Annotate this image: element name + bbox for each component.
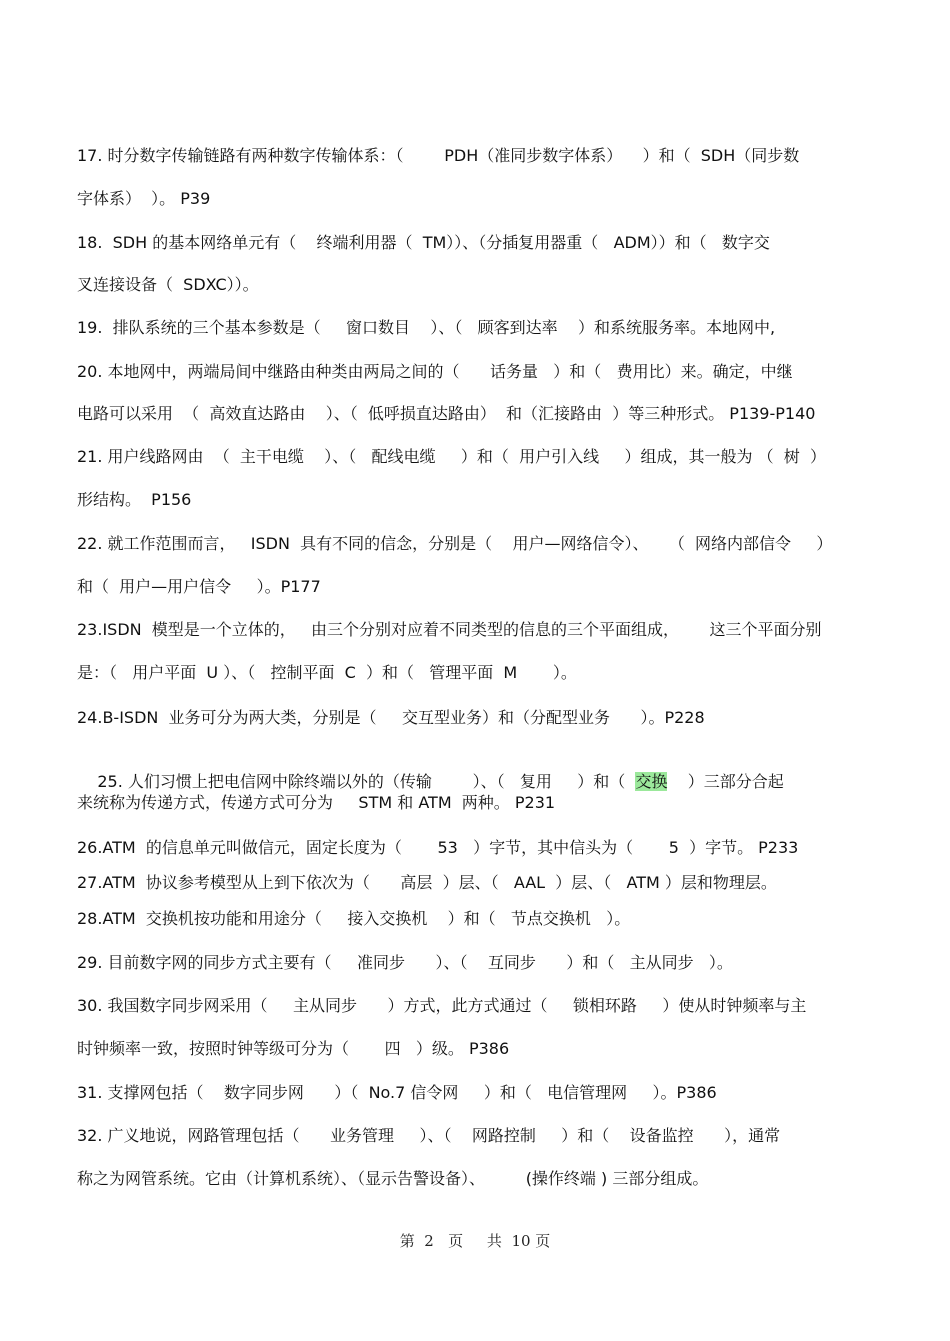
text-line-8: 21. 用户线路网由 （ 主干电缆 ）、（ 配线电缆 ）和（ 用户引入线 ）组成，其一般为 （ 树 ）	[77, 447, 826, 466]
page-footer: 第 2 页 共 10 页	[399, 1232, 551, 1250]
text-line-17: 26.ATM 的信息单元叫做信元，固定长度为（ 53 ）字节，其中信头为（ 5 ）字节。 P233	[77, 838, 799, 857]
text-line-22: 时钟频率一致，按照时钟等级可分为（ 四 ）级。 P386	[77, 1039, 510, 1058]
text-line-11: 和（ 用户—用户信令 ）。P177	[77, 577, 321, 596]
text-line-14: 24.B-ISDN 业务可分为两大类，分别是（ 交互型业务）和（分配型业务 ）。P228	[77, 708, 705, 727]
text-line-18: 27.ATM 协议参考模型从上到下依次为（ 高层 ）层、（ AAL ）层、（ ATM ）层和物理层。	[77, 873, 777, 892]
text-line-13: 是：（ 用户平面 U ）、（ 控制平面 C ）和（ 管理平面 M ）。	[77, 663, 577, 682]
text-line-9: 形结构。 P156	[77, 490, 192, 509]
text-line-23: 31. 支撑网包括（ 数字同步网 ）（ No.7 信令网 ）和（ 电信管理网 ）。P386	[77, 1083, 717, 1102]
text-line-6: 20. 本地网中，两端局间中继路由种类由两局之间的（ 话务量 ）和（ 费用比）来。确定，中继	[77, 362, 793, 381]
text-line-21: 30. 我国数字同步网采用（ 主从同步 ）方式，此方式通过（ 锁相环路 ）使从时钟频率与主	[77, 996, 807, 1015]
text-line-2: 字体系） ）。 P39	[77, 189, 211, 208]
text-line-7: 电路可以采用 （ 高效直达路由 ）、（ 低呼损直达路由） 和（汇接路由 ）等三种形式。 P139-P140	[77, 404, 816, 423]
text-line-10: 22. 就工作范围而言， ISDN 具有不同的信念，分别是（ 用户—网络信令）、 （ 网络内部信令 ）	[77, 534, 833, 553]
text-line-20: 29. 目前数字网的同步方式主要有（ 准同步 ）、（ 互同步 ）和（ 主从同步 ）。	[77, 953, 733, 972]
text-line-19: 28.ATM 交换机按功能和用途分（ 接入交换机 ）和（ 节点交换机 ）。	[77, 909, 631, 928]
text-line-5: 19. 排队系统的三个基本参数是（ 窗口数目 ）、（ 顾客到达率 ）和系统服务率。本地网中,	[77, 318, 776, 337]
text-line-3: 18. SDH 的基本网络单元有（ 终端利用器（ TM））、（分插复用器重（ ADM））和（ 数字交	[77, 233, 770, 252]
text-line-25: 称之为网管系统。它由（计算机系统）、（显示告警设备）、 (操作终端 ) 三部分组成。	[77, 1169, 709, 1188]
text-segment: 25. 人们习惯上把电信网中除终端以外的（传输 ）、（ 复用 ）和（	[97, 772, 636, 791]
highlighted-text: 交换	[635, 772, 668, 791]
text-line-24: 32. 广义地说，网路管理包括（ 业务管理 ）、（ 网路控制 ）和（ 设备监控 ），通常	[77, 1126, 781, 1145]
text-line-1: 17. 时分数字传输链路有两种数字传输体系：（ PDH（准同步数字体系） ）和（ SDH（同步数	[77, 146, 800, 165]
text-line-4: 叉连接设备（ SDXC））。	[77, 275, 259, 294]
text-line-16: 来统称为传递方式，传递方式可分为 STM 和 ATM 两种。 P231	[77, 793, 556, 812]
text-segment: ）三部分合起	[667, 772, 784, 791]
text-line-12: 23.ISDN 模型是一个立体的， 由三个分别对应着不同类型的信息的三个平面组成， 这三个平面分别	[77, 620, 822, 639]
